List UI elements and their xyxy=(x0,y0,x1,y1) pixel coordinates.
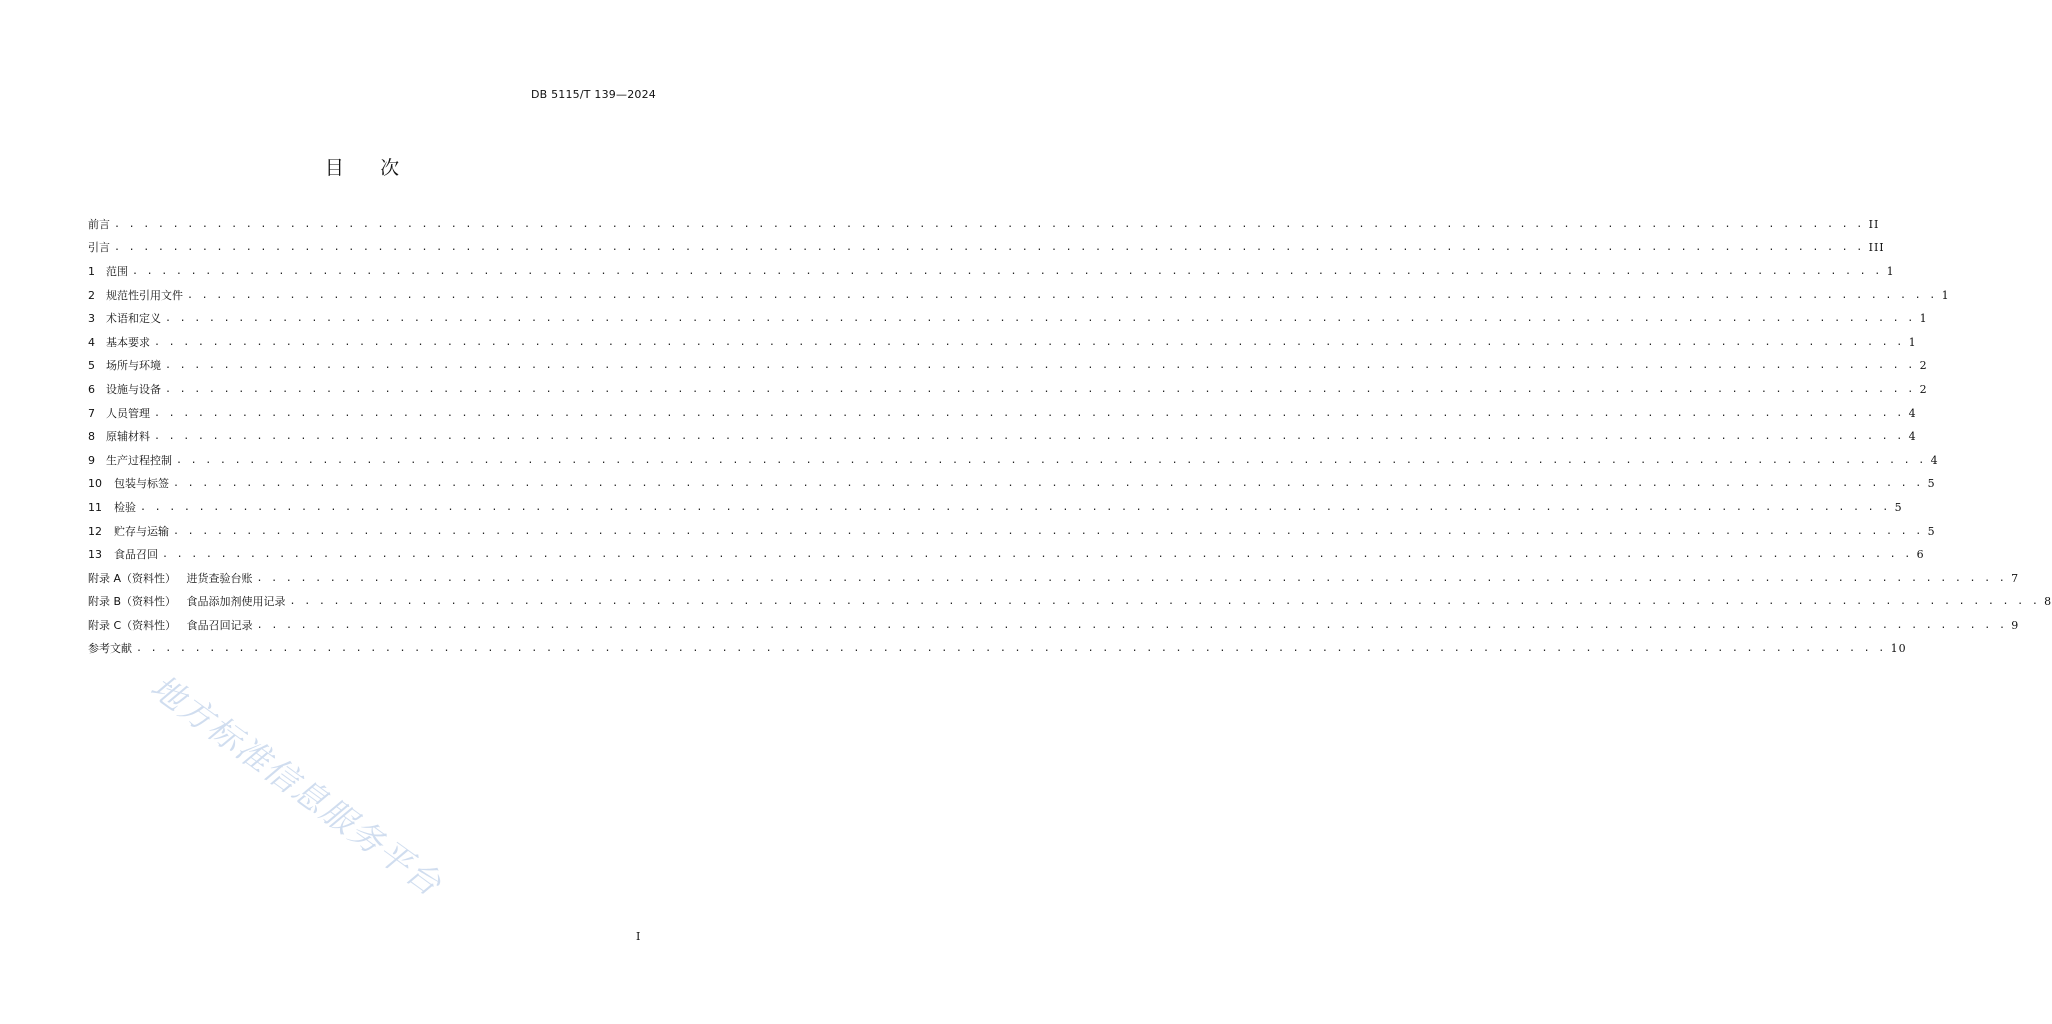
toc-dot-leader: . . . . . . . . . . . . . . . . . . . . . . . . . . . . . . . . . . . . . . . . . . . . . . . . . . . . . . . . . . . . . . . . . . . . . . . . . . . . . . . . . . . . . . . . . . . . . . . . . . . . . . . . . . . . . . . . . . . . . . . . xyxy=(256,572,2007,584)
toc-dot-leader: . . . . . . . . . . . . . . . . . . . . . . . . . . . . . . . . . . . . . . . . . . . . . . . . . . . . . . . . . . . . . . . . . . . . . . . . . . . . . . . . . . . . . . . . . . . . . . . . . . . . . . . . . . . . . . . . . . . . . . . . xyxy=(173,525,1923,537)
toc-dot-leader: . . . . . . . . . . . . . . . . . . . . . . . . . . . . . . . . . . . . . . . . . . . . . . . . . . . . . . . . . . . . . . . . . . . . . . . . . . . . . . . . . . . . . . . . . . . . . . . . . . . . . . . . . . . . . . . . . . . . . . . . xyxy=(176,454,1926,466)
toc-entry[interactable] xyxy=(88,638,1907,662)
toc-dot-leader: . . . . . . . . . . . . . . . . . . . . . . . . . . . . . . . . . . . . . . . . . . . . . . . . . . . . . . . . . . . . . . . . . . . . . . . . . . . . . . . . . . . . . . . . . . . . . . . . . . . . . . . . . . . . . . . . . . . . . . . . xyxy=(154,407,1904,419)
toc-entry-page: 4 xyxy=(1908,406,1917,420)
toc-entry-page: 5 xyxy=(1894,500,1903,514)
toc-entry-number: 1 xyxy=(88,264,95,278)
toc-entry-number: 10 xyxy=(88,477,102,491)
toc-dot-leader: . . . . . . . . . . . . . . . . . . . . . . . . . . . . . . . . . . . . . . . . . . . . . . . . . . . . . . . . . . . . . . . . . . . . . . . . . . . . . . . . . . . . . . . . . . . . . . . . . . . . . . . . . . . . . . . . . . . . . . . . xyxy=(187,289,1937,301)
toc-entry[interactable] xyxy=(88,331,1917,355)
toc-entry[interactable] xyxy=(88,378,1928,402)
toc-entry-label: 附录 B（资料性） 食品添加剂使用记录 xyxy=(88,595,286,609)
toc-entry-page: 8 xyxy=(2044,595,2052,609)
toc-entry-page: 5 xyxy=(1927,524,1936,538)
toc-entry-page: 1 xyxy=(1908,335,1917,349)
toc-entry-label: 术语和定义 xyxy=(106,312,161,326)
toc-entry-label: 原辅材料 xyxy=(106,430,150,444)
toc-entry-page: 10 xyxy=(1890,642,1907,656)
toc-dot-leader: . . . . . . . . . . . . . . . . . . . . . . . . . . . . . . . . . . . . . . . . . . . . . . . . . . . . . . . . . . . . . . . . . . . . . . . . . . . . . . . . . . . . . . . . . . . . . . . . . . . . . . . . . . . . . . . . . . . . . . . . xyxy=(114,218,1864,230)
toc-entry-page: 6 xyxy=(1916,548,1925,562)
toc-dot-leader: . . . . . . . . . . . . . . . . . . . . . . . . . . . . . . . . . . . . . . . . . . . . . . . . . . . . . . . . . . . . . . . . . . . . . . . . . . . . . . . . . . . . . . . . . . . . . . . . . . . . . . . . . . . . . . . . . . . . . . . . xyxy=(289,596,2040,608)
toc-entry-number: 7 xyxy=(88,406,95,420)
toc-entry-page: 4 xyxy=(1930,453,1939,467)
toc-entry[interactable] xyxy=(88,591,2052,615)
toc-entry[interactable] xyxy=(88,355,1928,379)
toc-dot-leader: . . . . . . . . . . . . . . . . . . . . . . . . . . . . . . . . . . . . . . . . . . . . . . . . . . . . . . . . . . . . . . . . . . . . . . . . . . . . . . . . . . . . . . . . . . . . . . . . . . . . . . . . . . . . . . . . . . . . . . . . xyxy=(165,360,1915,372)
toc-entry-number: 13 xyxy=(88,548,102,562)
toc-entry[interactable] xyxy=(88,284,1950,308)
toc-entry-page: 4 xyxy=(1908,430,1917,444)
toc-entry-label: 附录 C（资料性） 食品召回记录 xyxy=(88,618,253,632)
toc-entry-page: 1 xyxy=(1886,264,1895,278)
toc-entry-number: 5 xyxy=(88,359,95,373)
toc-entry-label: 附录 A（资料性） 进货查验台账 xyxy=(88,571,253,585)
toc-entry[interactable] xyxy=(88,237,1885,261)
toc-entry-number: 8 xyxy=(88,430,95,444)
toc-dot-leader: . . . . . . . . . . . . . . . . . . . . . . . . . . . . . . . . . . . . . . . . . . . . . . . . . . . . . . . . . . . . . . . . . . . . . . . . . . . . . . . . . . . . . . . . . . . . . . . . . . . . . . . . . . . . . . . . . . . . . . . . xyxy=(140,501,1890,513)
toc-entry-page: III xyxy=(1868,241,1885,255)
toc-entry-page: 1 xyxy=(1919,312,1928,326)
toc-entry-label: 范围 xyxy=(106,264,128,278)
toc-entry-label: 参考文献 xyxy=(88,642,132,656)
toc-entry-page: 1 xyxy=(1941,288,1950,302)
toc-dot-leader: . . . . . . . . . . . . . . . . . . . . . . . . . . . . . . . . . . . . . . . . . . . . . . . . . . . . . . . . . . . . . . . . . . . . . . . . . . . . . . . . . . . . . . . . . . . . . . . . . . . . . . . . . . . . . . . . . . . . . . . . xyxy=(256,619,2007,631)
toc-entry[interactable] xyxy=(88,543,1925,567)
toc-entry[interactable] xyxy=(88,567,2020,591)
toc-entry-page: 9 xyxy=(2011,618,2020,632)
standard-code: DB 5115/T 139—2024 xyxy=(530,88,656,101)
toc-entry[interactable] xyxy=(88,449,1939,473)
toc-entry-label: 设施与设备 xyxy=(106,382,161,396)
toc-entry-page: 7 xyxy=(2011,571,2020,585)
toc-entry-number: 3 xyxy=(88,312,95,326)
toc-entry[interactable] xyxy=(88,402,1917,426)
toc-entry-number: 12 xyxy=(88,524,102,538)
toc-dot-leader: . . . . . . . . . . . . . . . . . . . . . . . . . . . . . . . . . . . . . . . . . . . . . . . . . . . . . . . . . . . . . . . . . . . . . . . . . . . . . . . . . . . . . . . . . . . . . . . . . . . . . . . . . . . . . . . . . . . . . . . . xyxy=(154,336,1904,348)
toc-entry-number: 2 xyxy=(88,288,95,302)
toc-dot-leader: . . . . . . . . . . . . . . . . . . . . . . . . . . . . . . . . . . . . . . . . . . . . . . . . . . . . . . . . . . . . . . . . . . . . . . . . . . . . . . . . . . . . . . . . . . . . . . . . . . . . . . . . . . . . . . . . . . . . . . . . xyxy=(173,478,1923,490)
toc-entry[interactable] xyxy=(88,213,1880,237)
toc-entry-label: 基本要求 xyxy=(106,335,150,349)
toc-entry-label: 食品召回 xyxy=(114,548,158,562)
toc-entry-page: 5 xyxy=(1927,477,1936,491)
toc-entry-label: 引言 xyxy=(88,241,110,255)
toc-dot-leader: . . . . . . . . . . . . . . . . . . . . . . . . . . . . . . . . . . . . . . . . . . . . . . . . . . . . . . . . . . . . . . . . . . . . . . . . . . . . . . . . . . . . . . . . . . . . . . . . . . . . . . . . . . . . . . . . . . . . . . . . xyxy=(132,265,1882,277)
toc-entry[interactable] xyxy=(88,496,1903,520)
page-title: 目 次 xyxy=(324,157,400,179)
page-number: I xyxy=(636,930,641,943)
toc-entry-label: 前言 xyxy=(88,217,110,231)
toc-entry[interactable] xyxy=(88,520,1936,544)
toc-dot-leader: . . . . . . . . . . . . . . . . . . . . . . . . . . . . . . . . . . . . . . . . . . . . . . . . . . . . . . . . . . . . . . . . . . . . . . . . . . . . . . . . . . . . . . . . . . . . . . . . . . . . . . . . . . . . . . . . . . . . . . . . xyxy=(154,431,1904,443)
toc-dot-leader: . . . . . . . . . . . . . . . . . . . . . . . . . . . . . . . . . . . . . . . . . . . . . . . . . . . . . . . . . . . . . . . . . . . . . . . . . . . . . . . . . . . . . . . . . . . . . . . . . . . . . . . . . . . . . . . . . . . . . . . . xyxy=(165,383,1915,395)
toc-entry-label: 贮存与运输 xyxy=(114,524,169,538)
toc-dot-leader: . . . . . . . . . . . . . . . . . . . . . . . . . . . . . . . . . . . . . . . . . . . . . . . . . . . . . . . . . . . . . . . . . . . . . . . . . . . . . . . . . . . . . . . . . . . . . . . . . . . . . . . . . . . . . . . . . . . . . . . . xyxy=(114,242,1864,254)
toc-list xyxy=(88,213,2052,661)
toc-entry-number: 11 xyxy=(88,500,102,514)
toc-entry[interactable] xyxy=(88,614,2020,638)
toc-entry-number: 6 xyxy=(88,382,95,396)
toc-dot-leader: . . . . . . . . . . . . . . . . . . . . . . . . . . . . . . . . . . . . . . . . . . . . . . . . . . . . . . . . . . . . . . . . . . . . . . . . . . . . . . . . . . . . . . . . . . . . . . . . . . . . . . . . . . . . . . . . . . . . . . . . xyxy=(162,549,1912,561)
toc-entry[interactable] xyxy=(88,473,1936,497)
toc-entry-label: 包装与标签 xyxy=(114,477,169,491)
toc-entry[interactable] xyxy=(88,260,1895,284)
watermark: 地方标准信息服务平台 xyxy=(143,666,450,905)
toc-entry-page: 2 xyxy=(1919,382,1928,396)
toc-entry-label: 场所与环境 xyxy=(106,359,161,373)
toc-entry-label: 规范性引用文件 xyxy=(106,288,183,302)
toc-entry-label: 检验 xyxy=(114,500,136,514)
toc-entry-label: 人员管理 xyxy=(106,406,150,420)
toc-entry-number: 4 xyxy=(88,335,95,349)
toc-entry-page: 2 xyxy=(1919,359,1928,373)
toc-dot-leader: . . . . . . . . . . . . . . . . . . . . . . . . . . . . . . . . . . . . . . . . . . . . . . . . . . . . . . . . . . . . . . . . . . . . . . . . . . . . . . . . . . . . . . . . . . . . . . . . . . . . . . . . . . . . . . . . . . . . . . . . xyxy=(165,313,1915,325)
toc-entry-page: II xyxy=(1868,217,1880,231)
toc-entry[interactable] xyxy=(88,425,1917,449)
toc-entry-label: 生产过程控制 xyxy=(106,453,172,467)
toc-dot-leader: . . . . . . . . . . . . . . . . . . . . . . . . . . . . . . . . . . . . . . . . . . . . . . . . . . . . . . . . . . . . . . . . . . . . . . . . . . . . . . . . . . . . . . . . . . . . . . . . . . . . . . . . . . . . . . . . . . . . . . . . xyxy=(136,643,1886,655)
toc-entry[interactable] xyxy=(88,307,1928,331)
toc-entry-number: 9 xyxy=(88,453,95,467)
